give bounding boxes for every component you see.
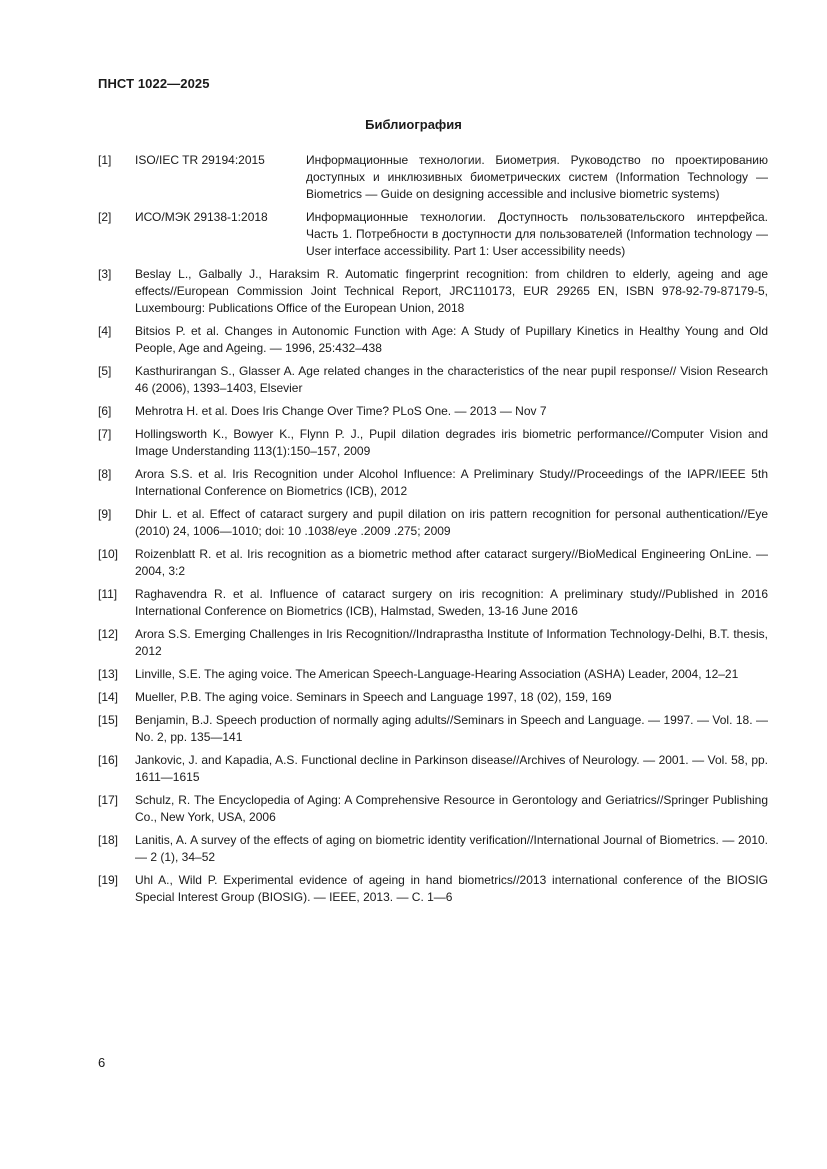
bibliography-entry — [98, 832, 768, 866]
entry-number: [9] — [98, 507, 112, 521]
entry-number: [3] — [98, 267, 112, 281]
standard-title: Информационные технологии. Доступность пользовательского интерфейса. Часть 1. Потребности в доступности для пользователей (Information technology — User interface accessibility. Part 1: User accessibility needs) — [306, 210, 768, 258]
entry-text: Kasthurirangan S., Glasser A. Age related changes in the characteristics of the near pupil response// Vision Research 46 (2006), 1393–1403, Elsevier — [135, 364, 768, 395]
entry-text: Roizenblatt R. et al. Iris recognition as a biometric method after cataract surgery//BioMedical Engineering OnLine. — 2004, 3:2 — [135, 547, 768, 578]
entry-text: Mehrotra H. et al. Does Iris Change Over Time? PLoS One. — 2013 — Nov 7 — [135, 404, 547, 418]
bibliography-entry — [98, 872, 768, 906]
entry-text: Dhir L. et al. Effect of cataract surgery and pupil dilation on iris pattern recognition for personal authentication//Eye (2010) 24, 1006—1010; doi: 10 .1038/eye .2009 .275; 2009 — [135, 507, 768, 538]
bibliography-entry — [98, 626, 768, 660]
entry-number: [12] — [98, 627, 119, 641]
entry-number: [14] — [98, 690, 119, 704]
bibliography-entry — [98, 466, 768, 500]
entry-text: Bitsios P. et al. Changes in Autonomic Function with Age: A Study of Pupillary Kinetics in Healthy Young and Old People, Age and Ageing. — 1996, 25:432–438 — [135, 324, 768, 355]
entry-text: Schulz, R. The Encyclopedia of Aging: A Comprehensive Resource in Gerontology and Geriatrics//Springer Publishing Co., New York, USA, 2006 — [135, 793, 768, 824]
page-number: 6 — [98, 1055, 106, 1070]
bibliography-entry — [98, 403, 768, 420]
standard-code: ИСО/МЭК 29138-1:2018 — [135, 210, 268, 224]
entry-number: [16] — [98, 753, 119, 767]
entry-number: [8] — [98, 467, 112, 481]
entry-number: [1] — [98, 153, 112, 167]
bibliography-entry — [98, 752, 768, 786]
bibliography-entry — [98, 792, 768, 826]
entry-number: [17] — [98, 793, 119, 807]
entry-number: [5] — [98, 364, 112, 378]
section-title: Библиография — [365, 117, 462, 132]
bibliography-entry — [98, 266, 768, 317]
entry-text: Linville, S.E. The aging voice. The American Speech-Language-Hearing Association (ASHA) Leader, 2004, 12–21 — [135, 667, 739, 681]
entry-text: Jankovic, J. and Kapadia, A.S. Functional decline in Parkinson disease//Archives of Neurology. — 2001. — Vol. 58, pp. 1611—1615 — [135, 753, 768, 784]
entry-text: Lanitis, A. A survey of the effects of aging on biometric identity verification//International Journal of Biometrics. — 2010. — 2 (1), 34–52 — [135, 833, 768, 864]
entry-number: [13] — [98, 667, 119, 681]
bibliography-entry — [98, 666, 768, 683]
entry-text: Hollingsworth K., Bowyer K., Flynn P. J., Pupil dilation degrades iris biometric performance//Computer Vision and Image Understanding 113(1):150–157, 2009 — [135, 427, 768, 458]
bibliography-entry — [98, 712, 768, 746]
entry-text: Arora S.S. et al. Iris Recognition under Alcohol Influence: A Preliminary Study//Proceedings of the IAPR/IEEE 5th International Conference on Biometrics (ICB), 2012 — [135, 467, 768, 498]
bibliography-entry — [98, 546, 768, 580]
entry-number: [11] — [98, 587, 118, 601]
entry-number: [19] — [98, 873, 119, 887]
bibliography-entry — [98, 506, 768, 540]
standard-title: Информационные технологии. Биометрия. Руководство по проектированию доступных и инклюзивных биометрических систем (Information Technology — Biometrics — Guide on designing accessible and inclusive biometric systems) — [306, 153, 768, 201]
entry-number: [6] — [98, 404, 112, 418]
entry-number: [2] — [98, 210, 112, 224]
bibliography-entry — [98, 152, 768, 203]
entry-text: Raghavendra R. et al. Influence of cataract surgery on iris recognition: A preliminary study//Published in 2016 International Conference on Biometrics (ICB), Halmstad, Sweden, 13-16 June 2016 — [135, 587, 768, 618]
entry-number: [7] — [98, 427, 112, 441]
bibliography-entry — [98, 426, 768, 460]
document-code: ПНСТ 1022—2025 — [98, 76, 210, 91]
entry-number: [4] — [98, 324, 112, 338]
bibliography-entry — [98, 689, 768, 706]
bibliography-entry — [98, 209, 768, 260]
entry-text: Mueller, P.B. The aging voice. Seminars in Speech and Language 1997, 18 (02), 159, 169 — [135, 690, 612, 704]
bibliography-entry — [98, 586, 768, 620]
entry-text: Arora S.S. Emerging Challenges in Iris Recognition//Indraprastha Institute of Information Technology-Delhi, B.T. thesis, 2012 — [135, 627, 768, 658]
entry-number: [18] — [98, 833, 119, 847]
bibliography-list — [98, 152, 768, 912]
entry-text: Benjamin, B.J. Speech production of normally aging adults//Seminars in Speech and Language. — 1997. — Vol. 18. — No. 2, pp. 135—141 — [135, 713, 768, 744]
entry-number: [15] — [98, 713, 119, 727]
bibliography-entry — [98, 363, 768, 397]
standard-code: ISO/IEC TR 29194:2015 — [135, 153, 265, 167]
entry-text: Uhl A., Wild P. Experimental evidence of ageing in hand biometrics//2013 international conference of the BIOSIG Special Interest Group (BIOSIG). — IEEE, 2013. — C. 1—6 — [135, 873, 768, 904]
entry-text: Beslay L., Galbally J., Haraksim R. Automatic fingerprint recognition: from children to elderly, ageing and age effects//European Commission Joint Technical Report, JRC110173, EUR 29265 EN, ISBN 978-92-79-87179-5, Luxembourg: Publications Office of the European Union, 2018 — [135, 267, 768, 315]
bibliography-entry — [98, 323, 768, 357]
entry-number: [10] — [98, 547, 119, 561]
